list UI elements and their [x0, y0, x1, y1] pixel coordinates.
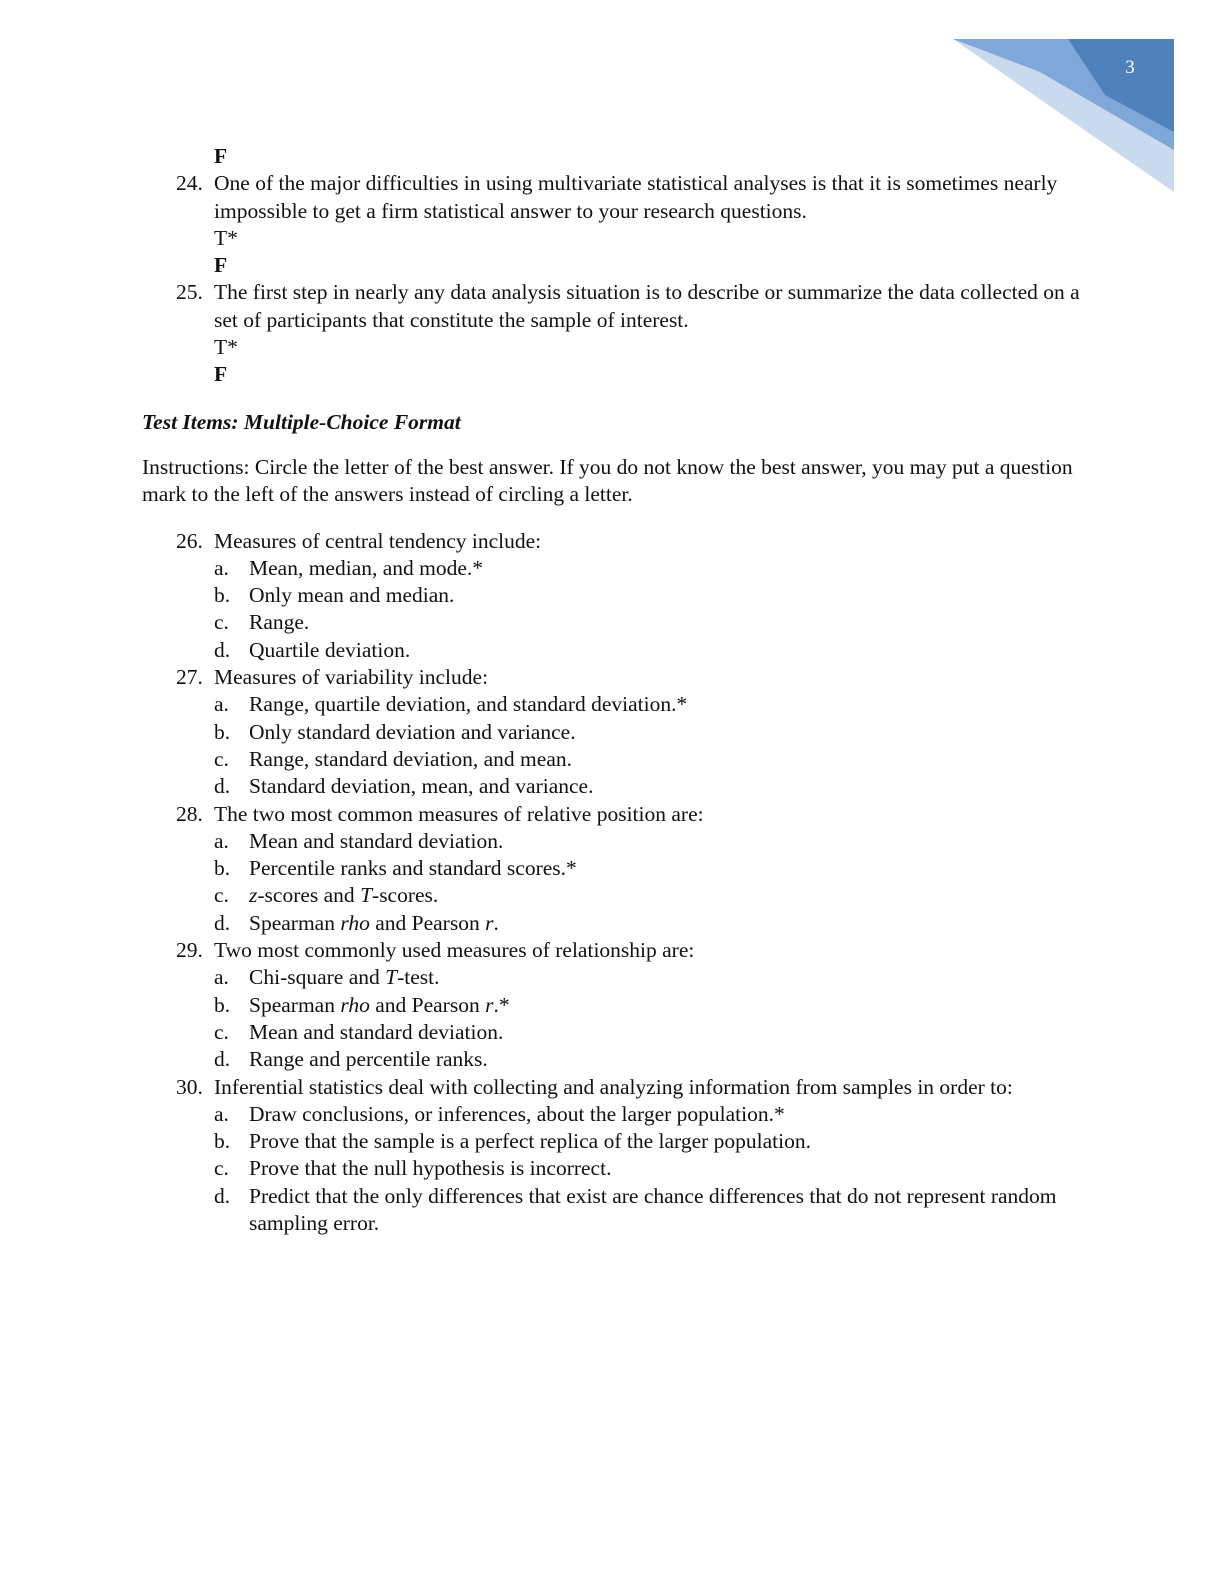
option-text: Range. [249, 610, 310, 635]
option-d: d. Quartile deviation. [214, 637, 411, 662]
option-d: d. Standard deviation, mean, and variance. [214, 774, 594, 799]
option-text: Only mean and median. [249, 583, 455, 608]
option-c: c. z-scores and T-scores. [214, 883, 439, 908]
option-text: Spearman rho and Pearson r. [249, 910, 499, 935]
question-text: One of the major difficulties in using multivariate statistical analyses is that it is sometimes nearly impossible to get a firm statistical answer to your research questions. [214, 171, 1058, 223]
option-text: z-scores and T-scores. [249, 883, 439, 908]
question-text: Two most commonly used measures of relationship are: [214, 938, 695, 963]
question-text: Inferential statistics deal with collecting and analyzing information from samples in order to: [214, 1074, 1013, 1099]
question-number: 28. [176, 801, 203, 826]
option-text: Draw conclusions, or inferences, about the larger population.* [249, 1101, 785, 1126]
mc-question-27 [142, 664, 1082, 691]
option-text: Range and percentile ranks. [249, 1047, 488, 1072]
section-title: Test Items: Multiple-Choice Format [142, 409, 461, 434]
page-content [142, 143, 1082, 1237]
tf-answer-t: T* [214, 335, 238, 360]
option-text: Prove that the null hypothesis is incorrect. [249, 1156, 612, 1181]
tf-question-24 [142, 170, 1082, 225]
option-text: Only standard deviation and variance. [249, 719, 576, 744]
tf-answer-f: F [214, 362, 228, 387]
option-text: Range, quartile deviation, and standard deviation.* [249, 692, 688, 717]
option-a: a. Range, quartile deviation, and standard deviation.* [214, 692, 688, 717]
option-text: Spearman rho and Pearson r.* [249, 992, 510, 1017]
option-b: b. Percentile ranks and standard scores.* [214, 856, 577, 881]
option-b: b. Spearman rho and Pearson r.* [214, 992, 510, 1017]
option-c: c. Prove that the null hypothesis is incorrect. [214, 1156, 612, 1181]
option-b: b. Only mean and median. [214, 583, 455, 608]
option-d: d. Range and percentile ranks. [214, 1047, 488, 1072]
tf-answer-t: T* [214, 225, 238, 250]
mc-question-28 [142, 801, 1082, 828]
question-text: The first step in nearly any data analysis situation is to describe or summarize the data collected on a set of participants that constitute the sample of interest. [214, 280, 1080, 332]
option-text: Mean, median, and mode.* [249, 555, 484, 580]
mc-question-30 [142, 1074, 1082, 1101]
question-number: 27. [176, 665, 203, 690]
option-b: b. Only standard deviation and variance. [214, 719, 576, 744]
tf-answer-f-prev: F [214, 144, 228, 168]
option-text: Range, standard deviation, and mean. [249, 746, 572, 771]
option-text: Predict that the only differences that exist are chance differences that do not represent random sampling error. [249, 1183, 1057, 1235]
option-text: Mean and standard deviation. [249, 1019, 504, 1044]
option-b: b. Prove that the sample is a perfect replica of the larger population. [214, 1129, 811, 1154]
option-c: c. Range, standard deviation, and mean. [214, 746, 572, 771]
option-c: c. Mean and standard deviation. [214, 1019, 504, 1044]
question-number: 24. [176, 171, 203, 196]
tf-question-25 [142, 279, 1082, 334]
option-d: d. Predict that the only differences that exist are chance differences that do not represent random sampling error. [214, 1183, 1057, 1235]
question-text: Measures of variability include: [214, 665, 489, 690]
instructions: Instructions: Circle the letter of the best answer. If you do not know the best answer, you may put a question mark to the left of the answers instead of circling a letter. [142, 454, 1073, 507]
question-text: Measures of central tendency include: [214, 528, 542, 553]
multiple-choice-list [142, 528, 1082, 1238]
option-text: Chi-square and T-test. [249, 965, 440, 990]
option-a: a. Chi-square and T-test. [214, 965, 440, 990]
option-a: a. Mean and standard deviation. [214, 828, 504, 853]
question-number: 29. [176, 938, 203, 963]
question-number: 25. [176, 280, 203, 305]
option-a: a. Mean, median, and mode.* [214, 555, 484, 580]
question-number: 26. [176, 528, 203, 553]
page-number: 3 [1125, 57, 1135, 78]
mc-question-26 [142, 528, 1082, 555]
tf-answer-f: F [214, 253, 228, 278]
question-text: The two most common measures of relative position are: [214, 801, 704, 826]
question-number: 30. [176, 1074, 203, 1099]
option-text: Quartile deviation. [249, 637, 411, 662]
option-c: c. Range. [214, 610, 310, 635]
option-text: Mean and standard deviation. [249, 828, 504, 853]
option-a: a. Draw conclusions, or inferences, about the larger population.* [214, 1101, 785, 1126]
option-text: Standard deviation, mean, and variance. [249, 774, 594, 799]
mc-question-29 [142, 937, 1082, 964]
option-text: Prove that the sample is a perfect replica of the larger population. [249, 1129, 811, 1154]
option-d: d. Spearman rho and Pearson r. [214, 910, 499, 935]
option-text: Percentile ranks and standard scores.* [249, 856, 577, 881]
